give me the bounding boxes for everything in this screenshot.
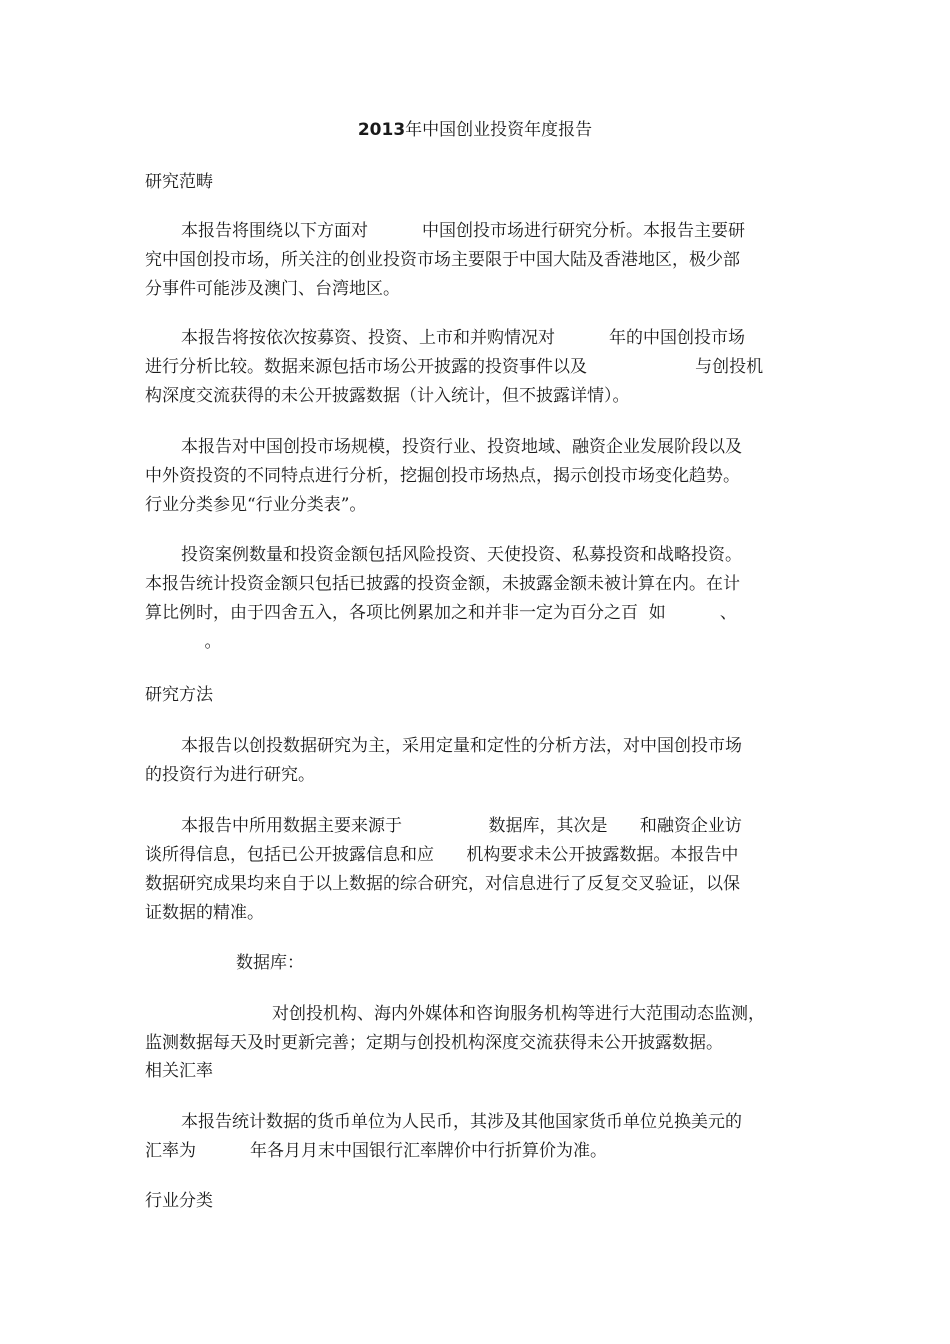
text-line: 证数据的精准。	[145, 903, 264, 923]
text-line: 分事件可能涉及澳门、台湾地区。	[145, 279, 400, 299]
text-line: 本报告统计投资金额只包括已披露的投资金额，未披露金额未被计算在内。在计	[145, 574, 740, 594]
method-paragraph-1	[145, 732, 810, 790]
scope-paragraph-3	[145, 433, 810, 520]
text-line: 汇率为 年各月月末中国银行汇率牌价中行折算价为准。	[145, 1141, 608, 1161]
text-line: 本报告中所用数据主要来源于 数据库，其次是 和融资企业访	[181, 816, 742, 836]
text-line: 本报告统计数据的货币单位为人民币，其涉及其他国家货币单位兑换美元的	[181, 1112, 742, 1132]
database-paragraph	[145, 1000, 810, 1058]
rate-heading: 相关汇率	[145, 1061, 213, 1081]
text-line: 的投资行为进行研究。	[145, 765, 315, 785]
text-line: 本报告将围绕以下方面对 中国创投市场进行研究分析。本报告主要研	[181, 221, 746, 241]
scope-paragraph-2	[145, 324, 810, 411]
text-line: 。	[145, 632, 222, 652]
industry-heading: 行业分类	[145, 1191, 213, 1211]
text-line: 本报告将按依次按募资、投资、上市和并购情况对 年的中国创投市场	[181, 328, 746, 348]
text-line: 中外资投资的不同特点进行分析，挖掘创投市场热点，揭示创投市场变化趋势。	[145, 466, 740, 486]
rate-paragraph	[145, 1108, 810, 1166]
text-line: 构深度交流获得的未公开披露数据（计入统计，但不披露详情）。	[145, 386, 630, 406]
text-line: 究中国创投市场，所关注的创业投资市场主要限于中国大陆及香港地区，极少部	[145, 250, 740, 270]
text-line: 本报告以创投数据研究为主，采用定量和定性的分析方法，对中国创投市场	[181, 736, 742, 756]
text-line: 对创投机构、海内外媒体和咨询服务机构等进行大范围动态监测，	[272, 1004, 765, 1024]
report-title	[0, 119, 950, 141]
text-line: 算比例时，由于四舍五入，各项比例累加之和并非一定为百分之百 如 、	[145, 603, 737, 623]
scope-paragraph-4	[145, 541, 810, 657]
text-line: 本报告对中国创投市场规模，投资行业、投资地域、融资企业发展阶段以及	[181, 437, 742, 457]
database-label: 数据库：	[236, 953, 304, 973]
text-line: 数据研究成果均来自于以上数据的综合研究，对信息进行了反复交叉验证，以保	[145, 874, 740, 894]
text-line: 行业分类参见“行业分类表”。	[145, 495, 367, 515]
scope-heading: 研究范畴	[145, 172, 213, 192]
title-text: 年中国创业投资年度报告	[405, 120, 593, 140]
scope-paragraph-1	[145, 217, 810, 304]
title-year: 2013	[357, 120, 406, 140]
text-line: 投资案例数量和投资金额包括风险投资、天使投资、私募投资和战略投资。	[181, 545, 742, 565]
text-line: 进行分析比较。数据来源包括市场公开披露的投资事件以及 与创投机	[145, 357, 764, 377]
method-paragraph-2	[145, 812, 810, 928]
method-heading: 研究方法	[145, 685, 213, 705]
text-line: 监测数据每天及时更新完善；定期与创投机构深度交流获得未公开披露数据。	[145, 1033, 723, 1053]
text-line: 谈所得信息，包括已公开披露信息和应 机构要求未公开披露数据。本报告中	[145, 845, 739, 865]
